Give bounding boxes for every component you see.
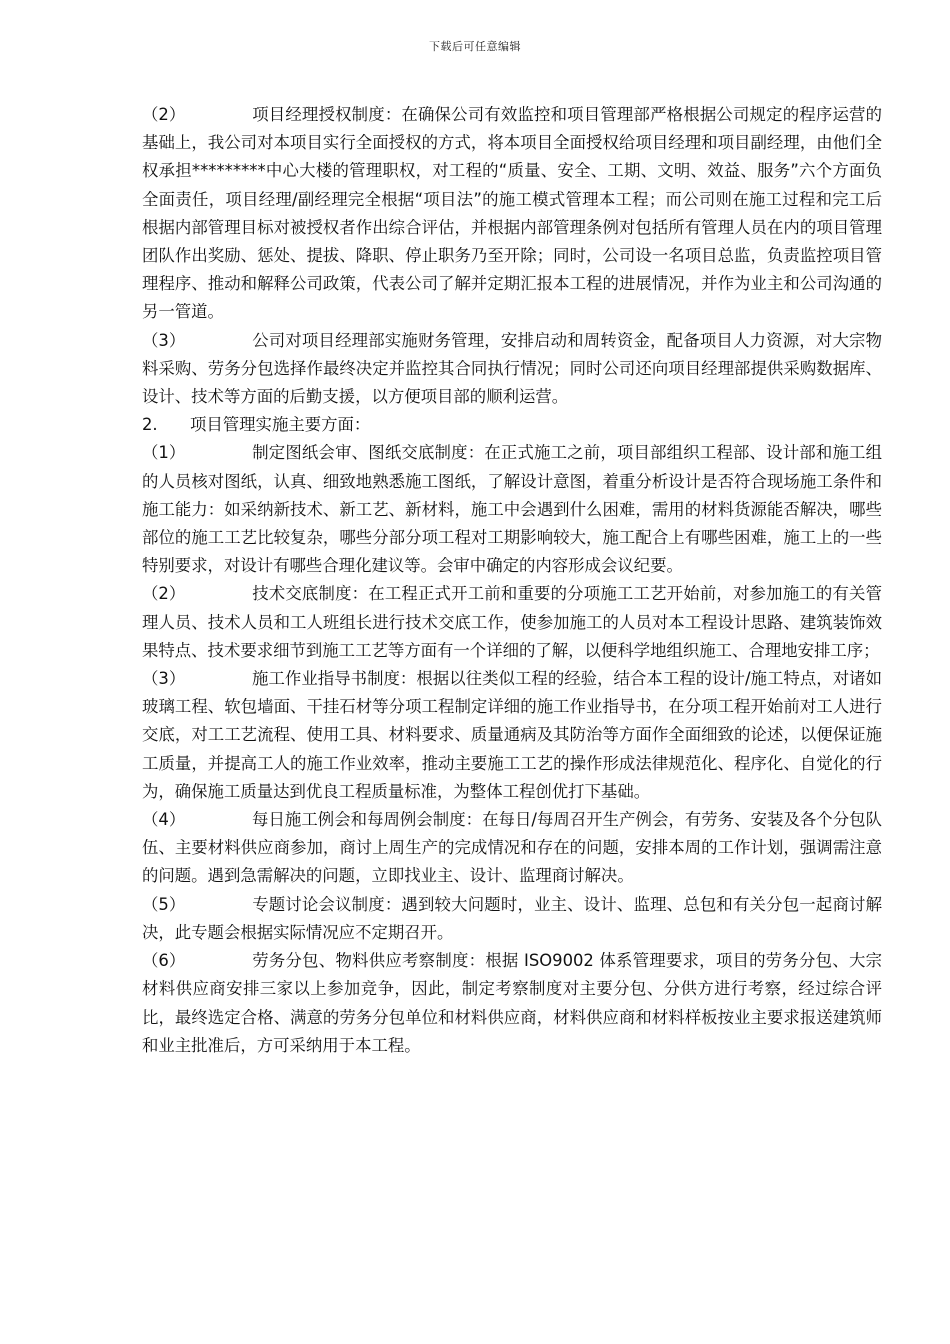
item-number: （6） bbox=[142, 951, 186, 971]
section-heading bbox=[142, 411, 882, 439]
item-number: （3） bbox=[142, 330, 186, 350]
item-number: （3） bbox=[142, 669, 186, 689]
item-number: （1） bbox=[142, 443, 186, 463]
paragraph-item bbox=[142, 665, 882, 806]
paragraph-item bbox=[142, 947, 882, 1060]
item-number: （2） bbox=[142, 105, 186, 124]
paragraph-text: 项目经理授权制度：在确保公司有效监控和项目管理部严格根据公司规定的程序运营的基础上，我公司对本项目实行全面授权的方式，将本项目全面授权给项目经理和项目副经理，由他们全权承担*********中心大楼的管理职权，对工程的“质量、安全、工期、文明、效益、服务”六个方面负全面责任，项目经理/副经理完全根据“项目法”的施工模式管理本工程；而公司则在施工过程和完工后根据内部管理目标对被授权者作出综合评估，并根据内部管理条例对包括所有管理人员在内的项目管理团队作出奖励、惩处、提拔、降职、停止职务乃至开除；同时，公司设一名项目总监，负责监控项目管理程序、推动和解释公司政策，代表公司了解并定期汇报本工程的进展情况，并作为业主和公司沟通的另一管道。 bbox=[142, 105, 882, 322]
item-number: （2） bbox=[142, 584, 186, 604]
paragraph-text: 施工作业指导书制度：根据以往类似工程的经验，结合本工程的设计/施工特点，对诸如玻璃工程、软包墙面、干挂石材等分项工程制定详细的施工作业指导书，在分项工程开始前对工人进行交底，对工工艺流程、使用工具、材料要求、质量通病及其防治等方面作全面细致的论述，以便保证施工质量，并提高工人的施工作业效率，推动主要施工工艺的操作形成法律规范化、程序化、自觉化的行为，确保施工质量达到优良工程质量标准，为整体工程创优打下基础。 bbox=[142, 669, 882, 801]
paragraph-item bbox=[142, 439, 882, 580]
paragraph-text: 劳务分包、物料供应考察制度：根据 ISO9002 体系管理要求，项目的劳务分包、大宗材料供应商安排三家以上参加竞争，因此，制定考察制度对主要分包、分供方进行考察，经过综合评比，最终选定合格、满意的劳务分包单位和材料供应商，材料供应商和材料样板按业主要求报送建筑师和业主批准后，方可采纳用于本工程。 bbox=[142, 951, 882, 1055]
paragraph-text: 公司对项目经理部实施财务管理，安排启动和周转资金，配备项目人力资源，对大宗物料采购、劳务分包选择作最终决定并监控其合同执行情况；同时公司还向项目经理部提供采购数据库、设计、技术等方面的后勤支援，以方便项目部的顺利运营。 bbox=[142, 330, 882, 407]
paragraph-item bbox=[142, 580, 882, 665]
paragraph-text: 专题讨论会议制度：遇到较大问题时，业主、设计、监理、总包和有关分包一起商讨解决，此专题会根据实际情况应不定期召开。 bbox=[142, 894, 882, 942]
item-number: （4） bbox=[142, 810, 186, 830]
paragraph-item bbox=[142, 806, 882, 891]
paragraph-text: 每日施工例会和每周例会制度：在每日/每周召开生产例会，有劳务、安装及各个分包队伍、主要材料供应商参加，商讨上周生产的完成情况和存在的问题，安排本周的工作计划，强调需注意的问题。遇到急需解决的问题，立即找业主、设计、监理商讨解决。 bbox=[142, 810, 882, 886]
section-title: 项目管理实施主要方面： bbox=[190, 415, 371, 435]
paragraph-text: 制定图纸会审、图纸交底制度：在正式施工之前，项目部组织工程部、设计部和施工组的人员核对图纸，认真、细致地熟悉施工图纸，了解设计意图，着重分析设计是否符合现场施工条件和施工能力：如采纳新技术、新工艺、新材料，施工中会遇到什么困难，需用的材料货源能否解决，哪些部位的施工工艺比较复杂，哪些分部分项工程对工期影响较大，施工配合上有哪些困难，施工上的一些特别要求，对设计有哪些合理化建议等。会审中确定的内容形成会议纪要。 bbox=[142, 443, 882, 576]
paragraph-item bbox=[142, 327, 882, 412]
page-header: 下载后可任意编辑 bbox=[429, 40, 521, 53]
item-number: （5） bbox=[142, 894, 186, 914]
section-number: 2. bbox=[142, 415, 158, 435]
paragraph-item bbox=[142, 891, 882, 947]
paragraph-item bbox=[142, 101, 882, 327]
document-body bbox=[142, 101, 882, 1060]
paragraph-text: 技术交底制度：在工程正式开工前和重要的分项施工工艺开始前，对参加施工的有关管理人员、技术人员和工人班组长进行技术交底工作，使参加施工的人员对本工程设计思路、建筑装饰效果特点、技术要求细节到施工工艺等方面有一个详细的了解，以便科学地组织施工、合理地安排工序； bbox=[142, 584, 882, 660]
